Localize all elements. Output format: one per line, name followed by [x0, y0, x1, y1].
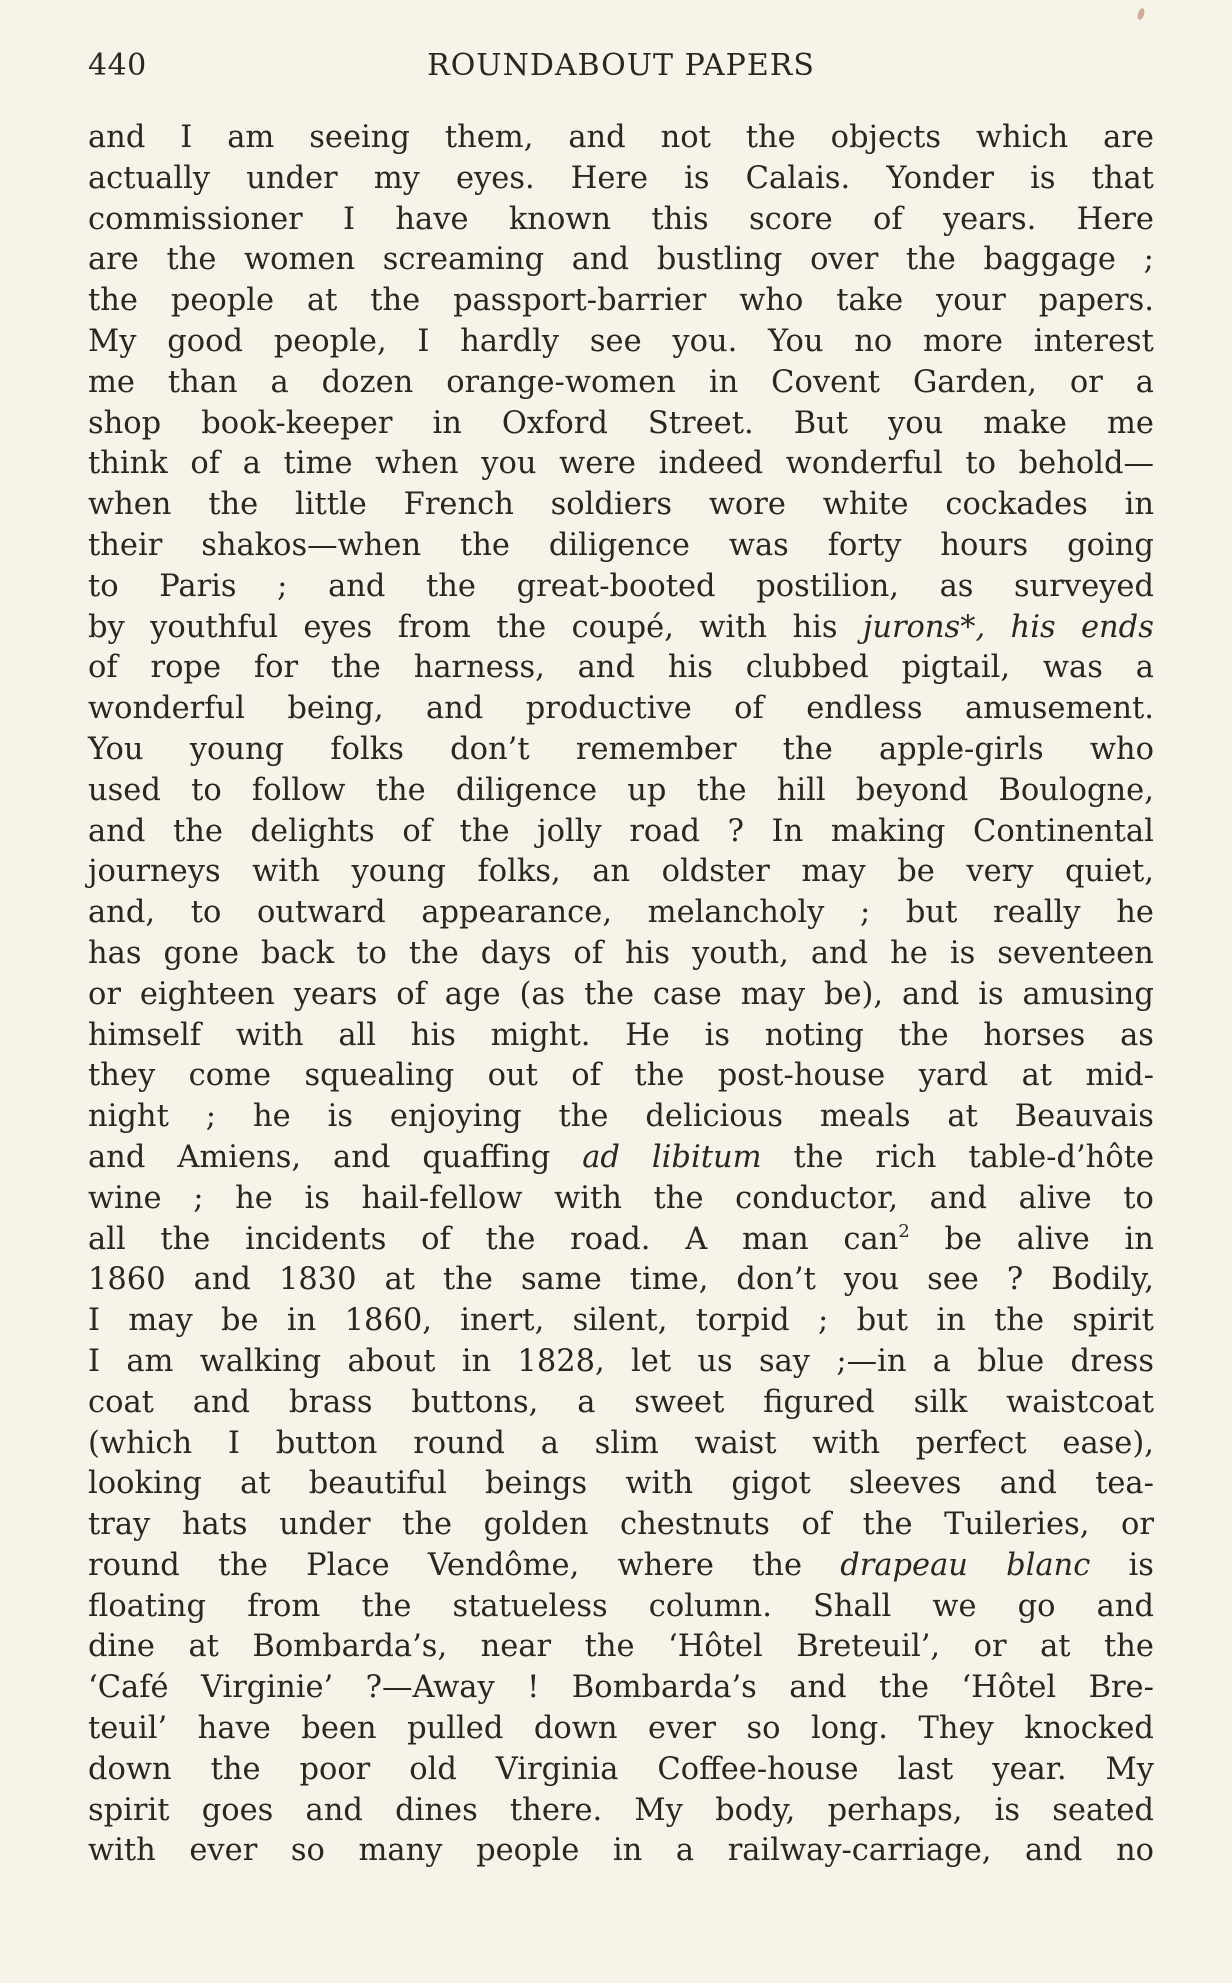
text-line: round the Place Vendôme, where the drapeau blanc is [88, 1547, 1154, 1583]
text-line: the people at the passport-barrier who take your papers. [88, 283, 1154, 319]
paper-speck [1136, 7, 1145, 20]
text-line: I am walking about in 1828, let us say ;—in a blue dress [88, 1343, 1154, 1379]
text-line: used to follow the diligence up the hill beyond Boulogne, [88, 772, 1154, 808]
text-line: You young folks don’t remember the apple-girls who [88, 731, 1154, 767]
text-line: I may be in 1860, inert, silent, torpid ; but in the spirit [88, 1303, 1154, 1339]
text-line: dine at Bombarda’s, near the ‘Hôtel Breteuil’, or at the [88, 1629, 1154, 1665]
text-line: and Amiens, and quaffing ad libitum the rich table-d’hôte [88, 1139, 1154, 1175]
text-line: all the incidents of the road. A man can$^2$ be alive in [88, 1220, 1154, 1257]
text-line: ‘Café Virginie’ ?—Away ! Bombarda’s and the ‘Hôtel Bre- [88, 1670, 1154, 1706]
text-line: and, to outward appearance, melancholy ; but really he [88, 895, 1154, 931]
text-line: 1860 and 1830 at the same time, don’t you see ? Bodily, [88, 1262, 1154, 1298]
body-text [88, 118, 1154, 1872]
running-head: ROUNDABOUT PAPERS [427, 48, 815, 83]
text-line: journeys with young folks, an oldster may be very quiet, [88, 854, 1154, 890]
text-line: with ever so many people in a railway-carriage, and no [88, 1833, 1154, 1869]
text-line: looking at beautiful beings with gigot sleeves and tea- [88, 1466, 1154, 1502]
text-line: commissioner I have known this score of years. Here [88, 201, 1154, 237]
text-line: they come squealing out of the post-house yard at mid- [88, 1058, 1154, 1094]
text-line: wine ; he is hail-fellow with the conductor, and alive to [88, 1180, 1154, 1216]
text-line: coat and brass buttons, a sweet figured silk waistcoat [88, 1384, 1154, 1420]
text-line: has gone back to the days of his youth, and he is seventeen [88, 935, 1154, 971]
text-line: by youthful eyes from the coupé, with his jurons*, his ends [88, 609, 1154, 645]
text-line: teuil’ have been pulled down ever so long. They knocked [88, 1711, 1154, 1747]
text-line: me than a dozen orange-women in Covent Garden, or a [88, 364, 1154, 400]
text-line: night ; he is enjoying the delicious meals at Beauvais [88, 1099, 1154, 1135]
text-line: are the women screaming and bustling over the baggage ; [88, 242, 1154, 278]
text-line: wonderful being, and productive of endless amusement. [88, 691, 1154, 727]
text-line: (which I button round a slim waist with perfect ease), [88, 1425, 1154, 1461]
text-line: shop book-keeper in Oxford Street. But you make me [88, 405, 1154, 441]
text-line: down the poor old Virginia Coffee-house last year. My [88, 1751, 1154, 1787]
text-line: and I am seeing them, and not the objects which are [88, 120, 1154, 155]
text-line: floating from the statueless column. Shall we go and [88, 1588, 1154, 1624]
text-line: tray hats under the golden chestnuts of the Tuileries, or [88, 1507, 1154, 1543]
text-line: himself with all his might. He is noting the horses as [88, 1017, 1154, 1053]
page-number: 440 [88, 48, 147, 83]
text-line: of rope for the harness, and his clubbed pigtail, was a [88, 650, 1154, 686]
text-line: or eighteen years of age (as the case may be), and is amusing [88, 976, 1154, 1012]
page-header [88, 44, 1154, 88]
text-line: to Paris ; and the great-booted postilion, as surveyed [88, 568, 1154, 604]
text-line: think of a time when you were indeed wonderful to behold— [88, 446, 1154, 482]
text-line: and the delights of the jolly road ? In making Continental [88, 813, 1154, 849]
text-line: their shakos—when the diligence was forty hours going [88, 527, 1154, 563]
text-line: actually under my eyes. Here is Calais. Yonder is that [88, 160, 1154, 196]
text-line: when the little French soldiers wore white cockades in [88, 487, 1154, 523]
text-line: spirit goes and dines there. My body, perhaps, is seated [88, 1792, 1154, 1828]
text-line: My good people, I hardly see you. You no more interest [88, 323, 1154, 359]
